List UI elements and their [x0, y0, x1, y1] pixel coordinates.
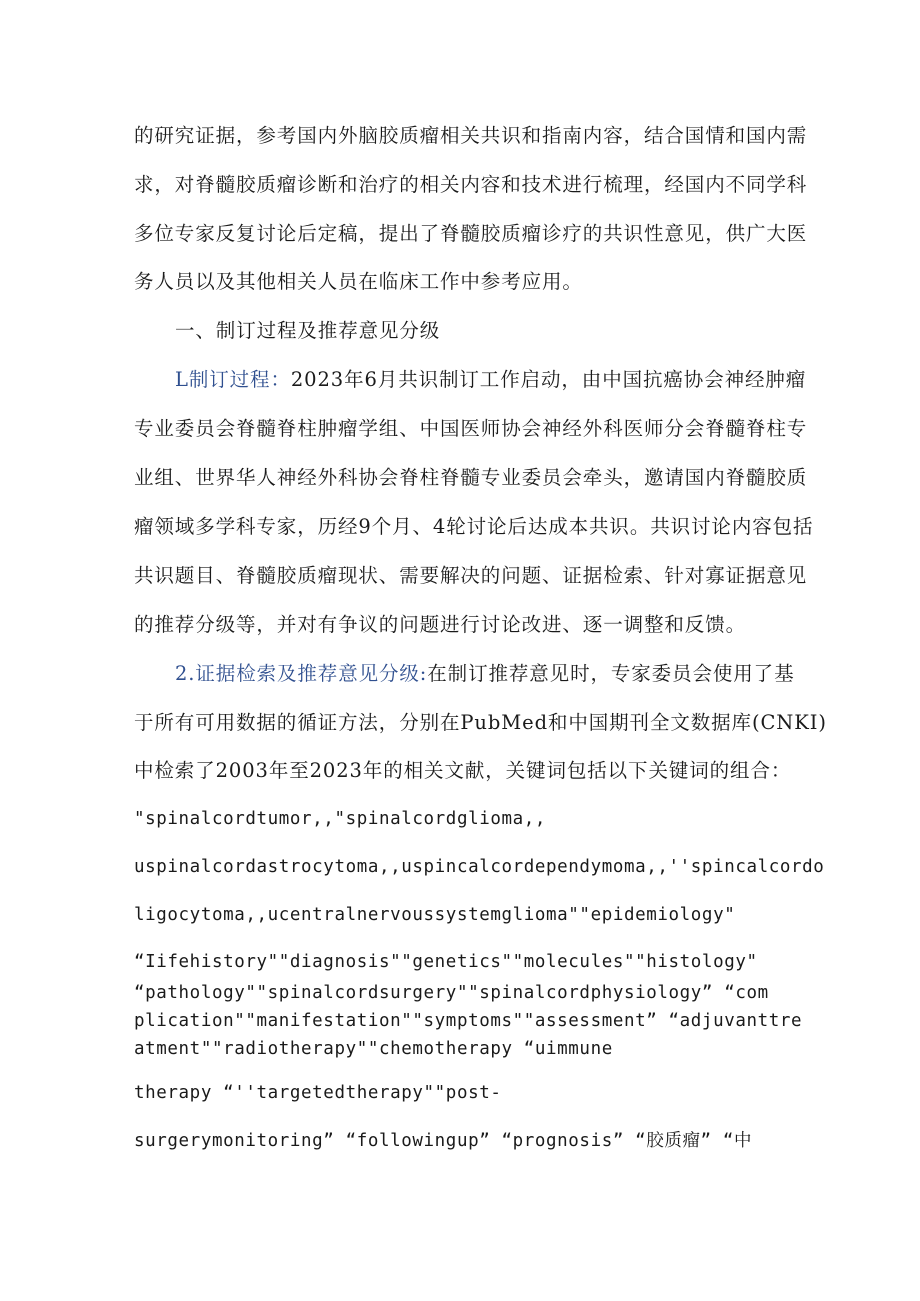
intro-line-4: 务人员以及其他相关人员在临床工作中参考应用。 [134, 270, 583, 293]
keyword-line-2: uspinalcordastrocytoma,,uspincalcordependymoma,,''spincalcordo [134, 857, 825, 877]
section1-line-6: 的推荐分级等，并对有争议的问题进行讨论改进、逐一调整和反馈。 [134, 613, 747, 636]
section2-line-2: 于所有可用数据的循证方法，分别在PubMed和中国期刊全文数据库(CNKI) [134, 711, 827, 734]
section1-label: L制订过程： [175, 368, 291, 391]
section2-line-3: 中检索了2003年至2023年的相关文献，关键词包括以下关键词的组合： [134, 759, 792, 782]
section1-first-text: 2023年6月共识制订工作启动，由中国抗癌协会神经肿瘤 [290, 368, 807, 391]
section1-line-5: 共识题目、脊髓胶质瘤现状、需要解决的问题、证据检索、针对寡证据意见 [134, 564, 808, 587]
intro-line-1: 的研究证据，参考国内外脑胶质瘤相关共识和指南内容，结合国情和国内需 [134, 124, 808, 147]
keyword-line-7: atment""radiotherapy""chemotherapy “uimmune [134, 1039, 613, 1059]
section-heading: 一、制订过程及推荐意见分级 [175, 319, 441, 342]
keyword-line-8: therapy “''targetedtherapy""post- [134, 1083, 502, 1103]
section2-label: 2.证据检索及推荐意见分级: [175, 662, 428, 685]
keyword-line-6: plication""manifestation""symptoms""assessment” “adjuvanttre [134, 1011, 803, 1031]
keyword-line-4: “Iifehistory""diagnosis""genetics""molecules""histology" [134, 952, 758, 972]
keyword-line-5: “pathology""spinalcordsurgery""spinalcordphysiology” “com [134, 983, 769, 1003]
keyword-line-1: "spinalcordtumor,,"spinalcordglioma,, [134, 809, 547, 829]
section1-first-line [175, 367, 806, 393]
section2-first-line [175, 661, 794, 687]
keyword-line-3: ligocytoma,,ucentralnervoussystemglioma""epidemiology" [134, 905, 736, 925]
section1-line-4: 瘤领域多学科专家，历经9个月、4轮讨论后达成本共识。共识讨论内容包括 [134, 515, 814, 538]
section1-line-2: 专业委员会脊髓脊柱肿瘤学组、中国医师协会神经外科医师分会脊髓脊柱专 [134, 417, 808, 440]
intro-line-3: 多位专家反复讨论后定稿，提出了脊髓胶质瘤诊疗的共识性意见，供广大医 [134, 222, 808, 245]
section1-line-3: 业组、世界华人神经外科协会脊柱脊髓专业委员会牵头，邀请国内脊髓胶质 [134, 466, 808, 489]
keyword-line-9: surgerymonitoring” “followingup” “prognosis” “胶质瘤” “中 [134, 1131, 753, 1151]
intro-line-2: 求，对脊髓胶质瘤诊断和治疗的相关内容和技术进行梳理，经国内不同学科 [134, 173, 808, 196]
section2-first-text: 在制订推荐意见时，专家委员会使用了基 [427, 662, 795, 685]
